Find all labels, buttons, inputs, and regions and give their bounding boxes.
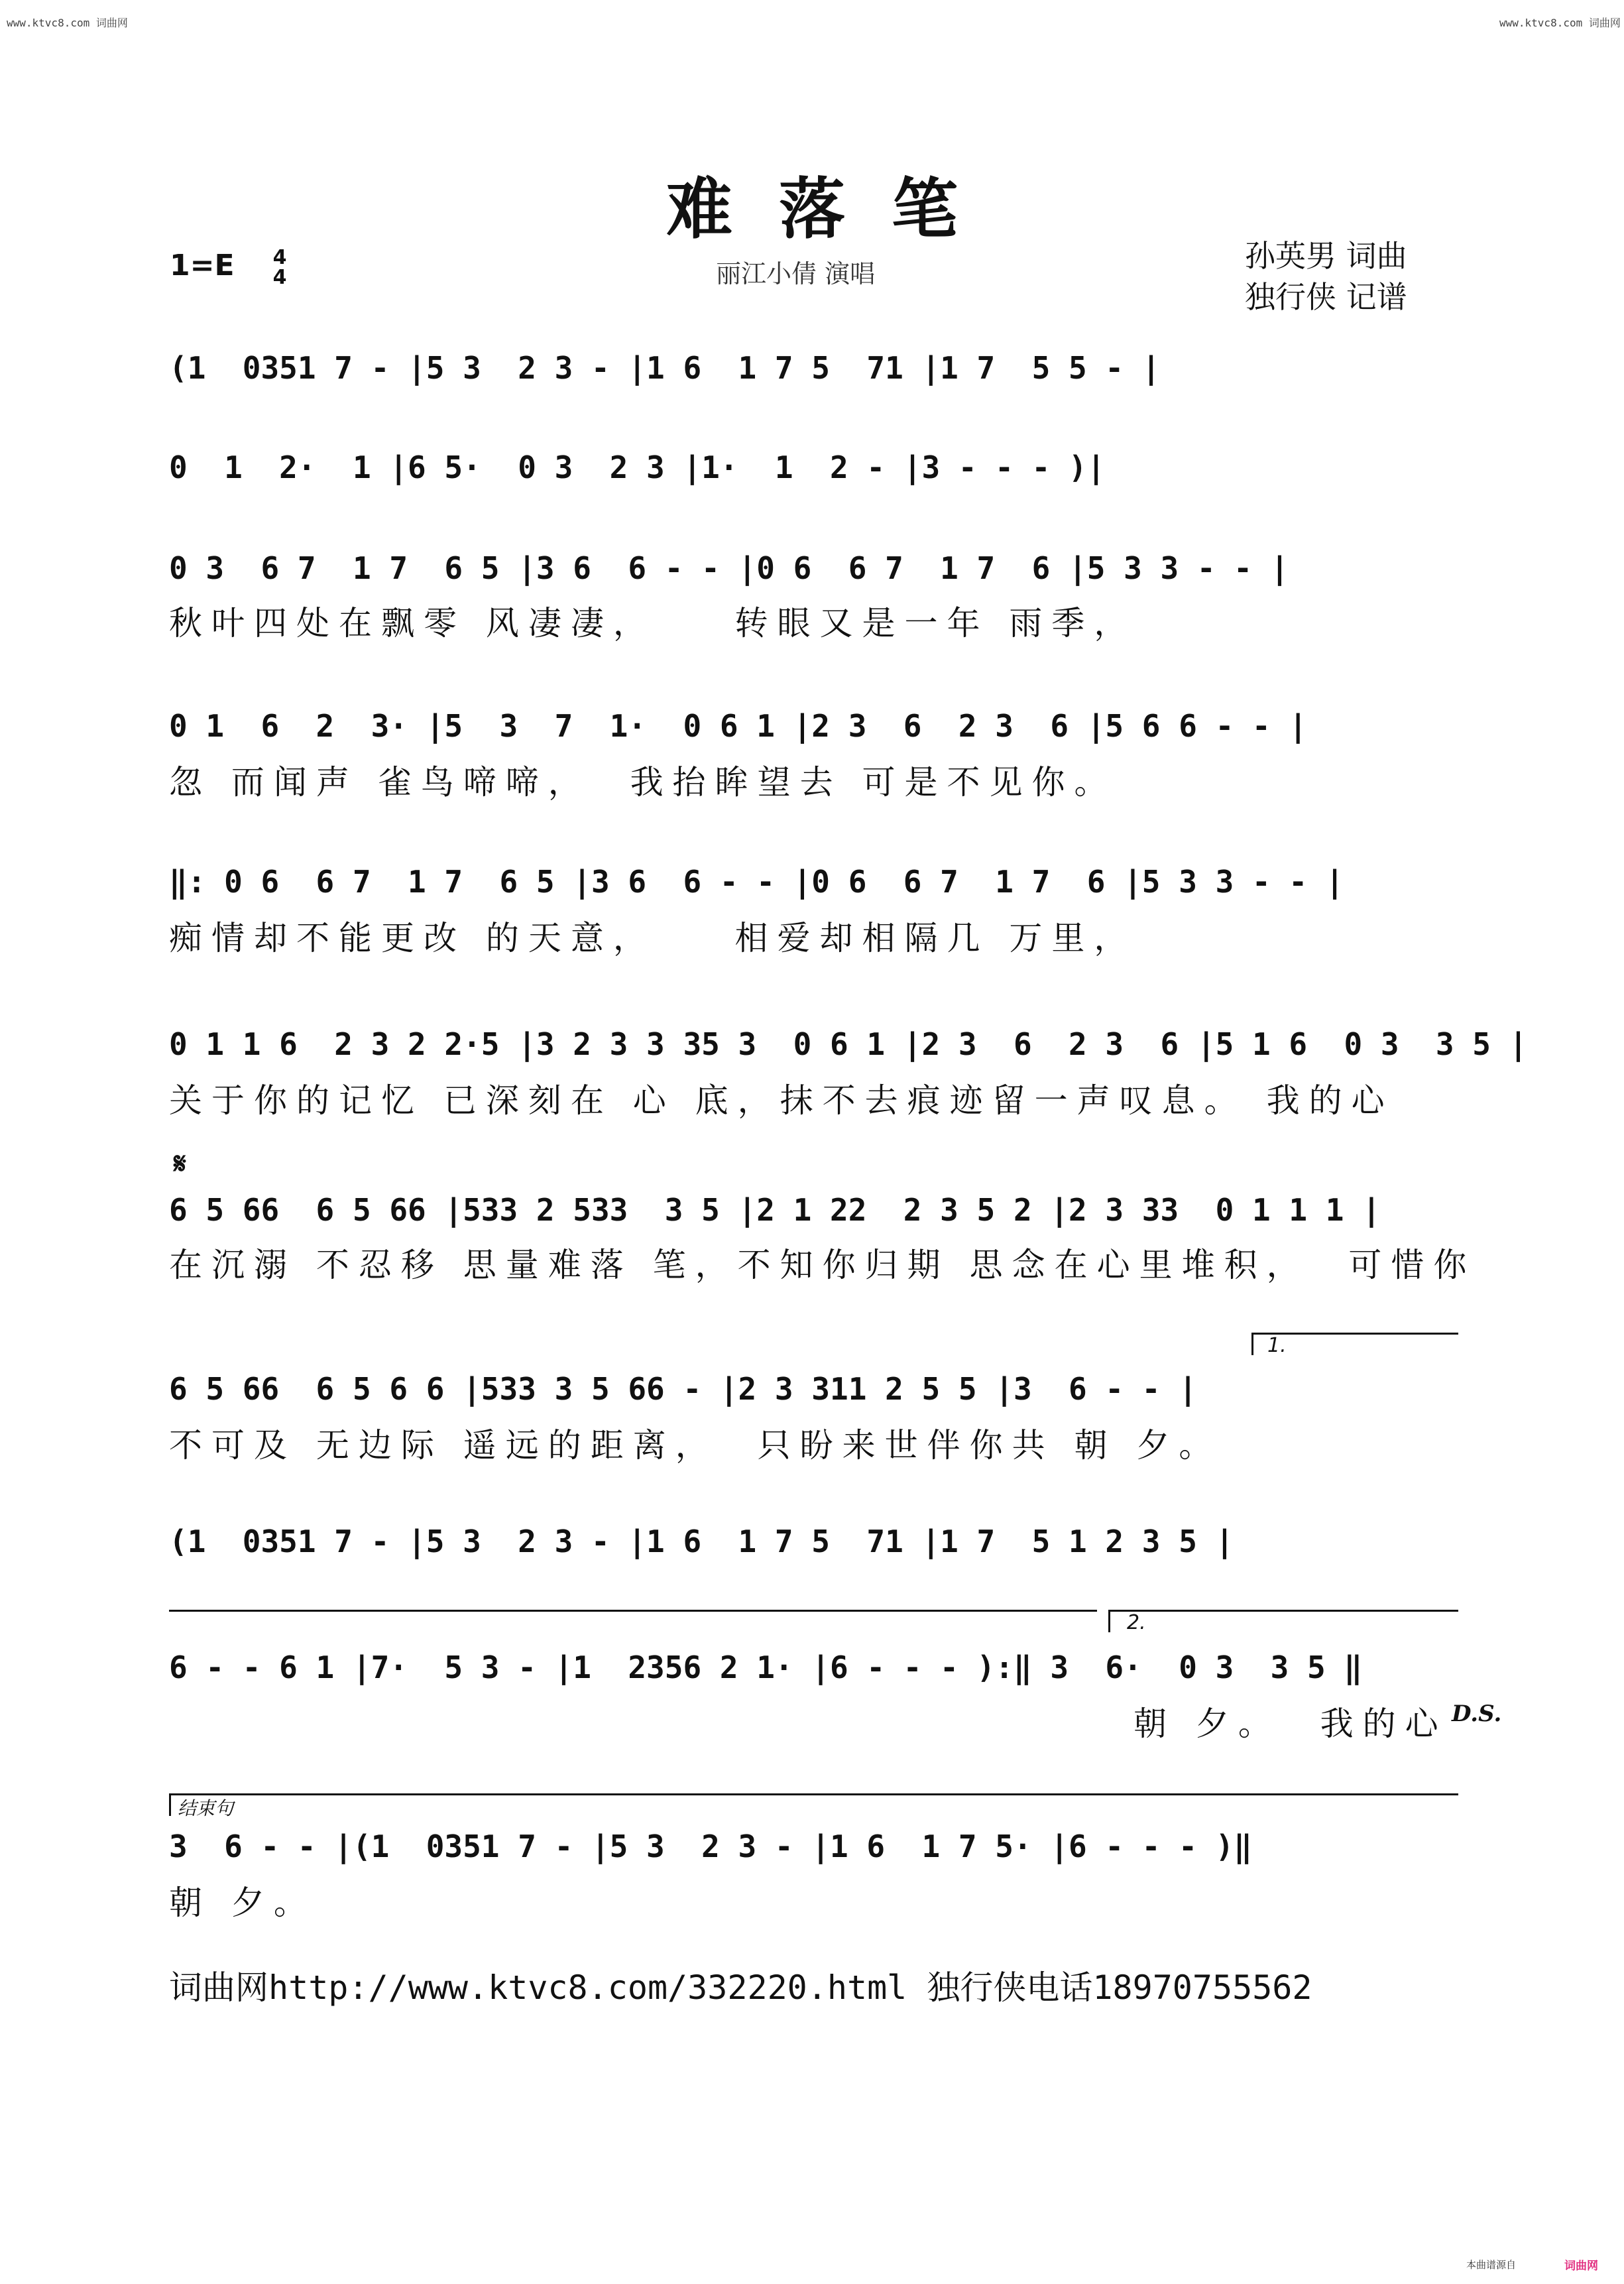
site-header-right: www.ktvc8.com 词曲网 bbox=[1499, 17, 1621, 29]
coda-bracket bbox=[169, 1793, 1458, 1795]
notes-line-11: 3 6 - - |(1 0351 7 - |5 3 2 3 - |1 6 1 7 5· |6 - - - )‖ bbox=[169, 1829, 1252, 1864]
notes-line-7: 6 5 66 6 5 66 |533 2 533 3 5 |2 1 22 2 3 5 2 |2 3 33 0 1 1 1 | bbox=[169, 1192, 1381, 1228]
time-signature bbox=[268, 248, 291, 288]
source-url-contact: 词曲网http://www.ktvc8.com/332220.html 独行侠电话18970755562 bbox=[169, 1968, 1312, 2007]
notes-line-3: 0 3 6 7 1 7 6 5 |3 6 6 - - |0 6 6 7 1 7 6 |5 3 3 - - | bbox=[169, 550, 1289, 586]
footer-source-label: 本曲谱源自 bbox=[1466, 2259, 1517, 2271]
volta-2-bracket bbox=[1108, 1610, 1458, 1612]
score-line-9 bbox=[169, 1518, 1458, 1565]
segno-sign: 𝄋 bbox=[174, 1147, 186, 1181]
notes-line-4: 0 1 6 2 3· |5 3 7 1· 0 6 1 |2 3 6 2 3 6 |5 6 6 - - | bbox=[169, 708, 1308, 744]
notes-line-9: (1 0351 7 - |5 3 2 3 - |1 6 1 7 5 71 |1 7 5 1 2 3 5 | bbox=[169, 1524, 1234, 1559]
volta-1-label: 1. bbox=[1267, 1334, 1287, 1357]
side-watermark-left bbox=[3, 20, 15, 2261]
score-line-7 bbox=[169, 1187, 1458, 1233]
score-line-10 bbox=[169, 1644, 1458, 1691]
key-signature: 1=E bbox=[170, 249, 235, 282]
notes-line-1: (1 0351 7 - |5 3 2 3 - |1 6 1 7 5 71 |1 7 5 5 - | bbox=[169, 350, 1161, 386]
notes-line-5: ‖: 0 6 6 7 1 7 6 5 |3 6 6 - - |0 6 6 7 1 7 6 |5 3 3 - - | bbox=[169, 864, 1344, 900]
lyrics-line-11: 朝 夕。 bbox=[169, 1884, 316, 1922]
score-line-5 bbox=[169, 859, 1458, 905]
notes-line-8: 6 5 66 6 5 6 6 |533 3 5 66 - |2 3 311 2 5 5 |3 6 - - | bbox=[169, 1371, 1197, 1407]
volta-1-tick bbox=[1251, 1333, 1253, 1355]
song-title: 难落笔 bbox=[666, 170, 1004, 248]
lyrics-line-6: 关于你的记忆 已深刻在 心 底，抹不去痕迹留一声叹息。 我的心 bbox=[169, 1081, 1394, 1120]
volta-2-tick bbox=[1108, 1610, 1110, 1632]
lyrics-line-4: 忽 而闻声 雀鸟啼啼， 我抬眸望去 可是不见你。 bbox=[169, 763, 1117, 802]
lyrics-line-10: 朝 夕。 我的心 bbox=[1133, 1705, 1448, 1743]
time-signature-bottom: 4 bbox=[272, 266, 287, 289]
notes-line-6: 0 1 1 6 2 3 2 2·5 |3 2 3 3 35 3 0 6 1 |2 3 6 2 3 6 |5 1 6 0 3 3 5 | bbox=[169, 1026, 1528, 1062]
lyrics-line-7: 在沉溺 不忍移 思量难落 笔，不知你归期 思念在心里堆积， 可惜你 bbox=[169, 1246, 1476, 1284]
score-line-1 bbox=[169, 345, 1458, 391]
side-watermark-right bbox=[1609, 20, 1621, 2261]
repeat-span-line bbox=[169, 1610, 1097, 1612]
score-line-4 bbox=[169, 703, 1458, 749]
footer-site-logo: 词曲网 bbox=[1564, 2259, 1598, 2273]
lyrics-line-3: 秋叶四处在飘零 风凄凄， 转眼又是一年 雨季， bbox=[169, 604, 1137, 642]
notes-line-10: 6 - - 6 1 |7· 5 3 - |1 2356 2 1· |6 - - - ):‖ 3 6· 0 3 3 5 ‖ bbox=[169, 1650, 1363, 1685]
score-line-3 bbox=[169, 545, 1458, 591]
lyricist-composer-credit: 孙英男 词曲 bbox=[1245, 238, 1407, 274]
coda-label: 结束句 bbox=[178, 1797, 234, 1819]
site-header-left: www.ktvc8.com 词曲网 bbox=[7, 17, 128, 29]
notes-line-2: 0 1 2· 1 |6 5· 0 3 2 3 |1· 1 2 - |3 - - - )| bbox=[169, 450, 1106, 485]
score-line-8 bbox=[169, 1366, 1458, 1412]
volta-2-label: 2. bbox=[1127, 1611, 1146, 1634]
lyrics-line-8: 不可及 无边际 遥远的距离， 只盼来世伴你共 朝 夕。 bbox=[169, 1426, 1222, 1465]
lyrics-line-5: 痴情却不能更改 的天意， 相爱却相隔几 万里， bbox=[169, 919, 1137, 957]
score-line-6 bbox=[169, 1021, 1528, 1067]
transcriber-credit: 独行侠 记谱 bbox=[1245, 279, 1407, 315]
score-line-2 bbox=[169, 444, 1458, 491]
score-line-11 bbox=[169, 1823, 1458, 1870]
singer-credit: 丽江小倩 演唱 bbox=[716, 259, 876, 288]
ds-mark: D.S. bbox=[1452, 1701, 1502, 1727]
coda-tick bbox=[169, 1793, 171, 1816]
time-signature-top: 4 bbox=[272, 246, 287, 269]
